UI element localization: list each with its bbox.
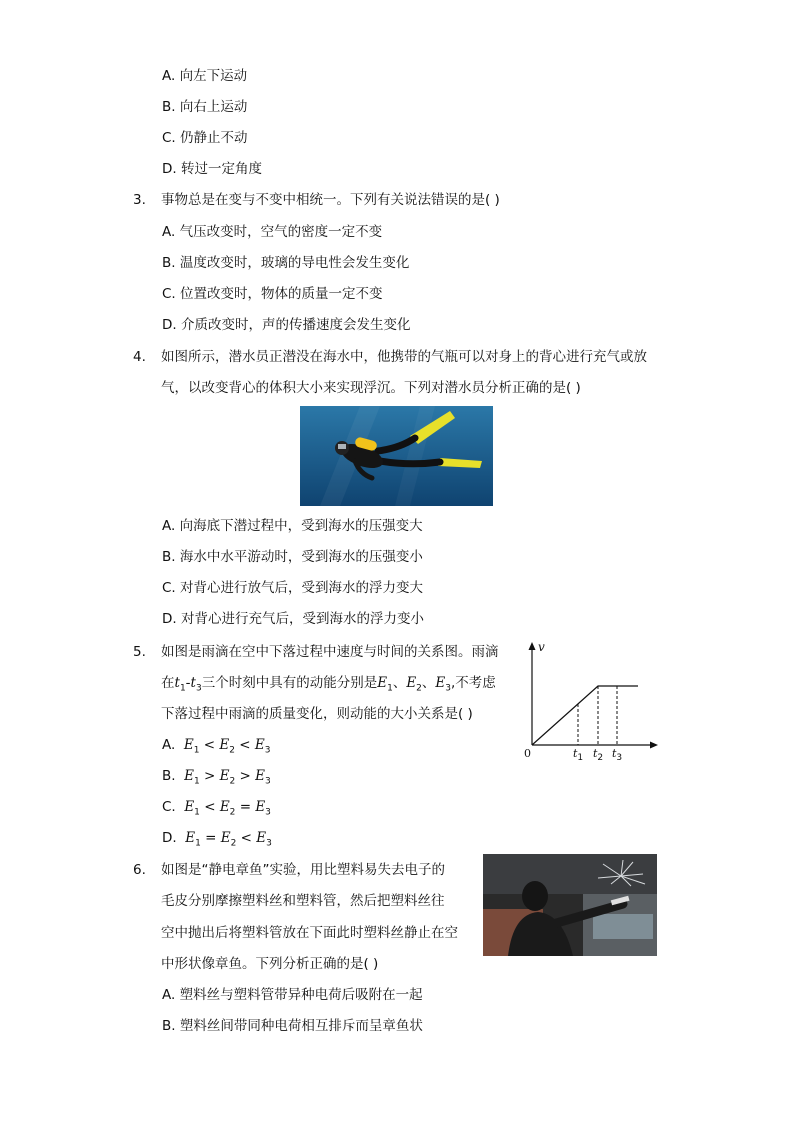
q4-stem-line2: 气，以改变背心的体积大小来实现浮沉。下列对潜水员分析正确的是( ) xyxy=(161,380,581,396)
q6-stem-line1: 如图是“静电章鱼”实验，用比塑料易失去电子的 xyxy=(161,862,445,878)
q6-option-a: A. 塑料丝与塑料管带异种电荷后吸附在一起 xyxy=(162,987,423,1003)
q4-number: 4. xyxy=(133,349,146,365)
q6-stem-line3: 空中抛出后将塑料管放在下面此时塑料丝静止在空 xyxy=(161,925,458,941)
q6-stem-line4: 中形状像章鱼。下列分析正确的是( ) xyxy=(161,956,379,972)
q5-stem-line1: 如图是雨滴在空中下落过程中速度与时间的关系图。雨滴 xyxy=(161,644,499,660)
q4-option-a: A. 向海底下潜过程中，受到海水的压强变大 xyxy=(162,518,423,534)
q3-stem: 事物总是在变与不变中相统一。下列有关说法错误的是( ) xyxy=(161,192,500,208)
y-axis-arrow xyxy=(529,642,536,650)
q2-option-d: D. 转过一定角度 xyxy=(162,161,262,177)
q4-option-b: B. 海水中水平游动时，受到海水的压强变小 xyxy=(162,549,423,565)
q2-option-b: B. 向右上运动 xyxy=(162,99,248,115)
q2-option-a: A. 向左下运动 xyxy=(162,68,248,84)
q3-option-d: D. 介质改变时，声的传播速度会发生变化 xyxy=(162,317,411,333)
q4-stem-line1: 如图所示，潜水员正潜没在海水中，他携带的气瓶可以对身上的背心进行充气或放 xyxy=(161,349,647,365)
q5-number: 5. xyxy=(133,644,146,660)
q5-option-b: B. $E_1 > E_2 > E_3$ xyxy=(162,768,271,787)
q6-stem-line2: 毛皮分别摩擦塑料丝和塑料管，然后把塑料丝往 xyxy=(161,893,445,909)
q3-option-b: B. 温度改变时，玻璃的导电性会发生变化 xyxy=(162,255,410,271)
t1-tick-label: $t_1$ xyxy=(573,747,584,764)
q4-option-c: C. 对背心进行放气后，受到海水的浮力变大 xyxy=(162,580,424,596)
q4-option-d: D. 对背心进行充气后，受到海水的浮力变小 xyxy=(162,611,424,627)
static-octopus-photo xyxy=(483,854,657,956)
q6-option-b: B. 塑料丝间带同种电荷相互排斥而呈章鱼状 xyxy=(162,1018,423,1034)
q5-stem-line2: 在$t_1-t_3$三个时刻中具有的动能分别是$E_1$、$E_2$、$E_3$,不考虑 xyxy=(161,675,496,694)
velocity-curve xyxy=(532,686,638,745)
y-axis-label: v xyxy=(538,640,545,654)
diver-photo xyxy=(300,406,493,506)
q5-stem-line3: 下落过程中雨滴的质量变化，则动能的大小关系是( ) xyxy=(161,706,473,722)
q6-number: 6. xyxy=(133,862,146,878)
x-axis-arrow xyxy=(650,742,658,749)
t3-tick-label: $t_3$ xyxy=(612,747,623,764)
q2-option-c: C. 仍静止不动 xyxy=(162,130,248,146)
t2-tick-label: $t_2$ xyxy=(593,747,604,764)
q3-option-a: A. 气压改变时，空气的密度一定不变 xyxy=(162,224,383,240)
q5-option-a: A. $E_1 < E_2 < E_3$ xyxy=(162,737,271,756)
origin-label: 0 xyxy=(524,747,531,760)
q5-option-c: C. $E_1 < E_2 = E_3$ xyxy=(162,799,271,818)
velocity-time-graph xyxy=(520,640,665,770)
q5-option-d: D. $E_1 = E_2 < E_3$ xyxy=(162,830,272,849)
q3-option-c: C. 位置改变时，物体的质量一定不变 xyxy=(162,286,383,302)
q3-number: 3. xyxy=(133,192,146,208)
